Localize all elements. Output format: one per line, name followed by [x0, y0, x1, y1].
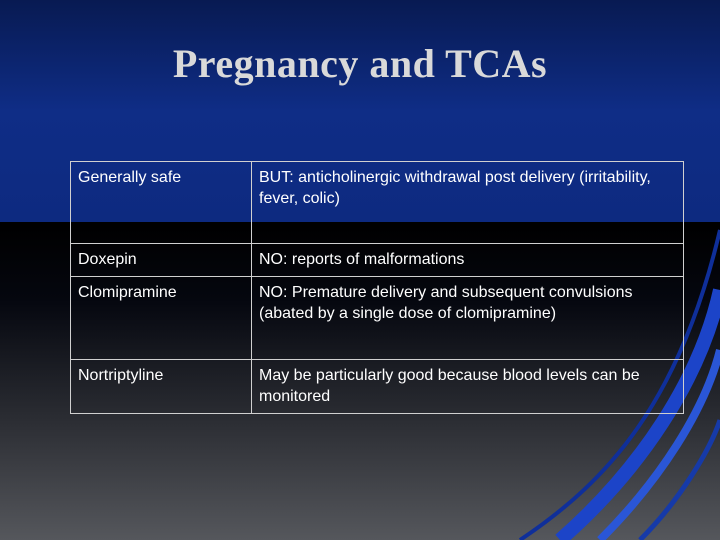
- note-cell: NO: reports of malformations: [252, 244, 684, 277]
- note-cell: NO: Premature delivery and subsequent convulsions (abated by a single dose of clomipramine): [252, 277, 684, 360]
- tca-table: [70, 161, 684, 414]
- drug-cell: Doxepin: [71, 244, 252, 277]
- drug-cell: Generally safe: [71, 162, 252, 244]
- note-cell: May be particularly good because blood levels can be monitored: [252, 360, 684, 414]
- table-row: [71, 162, 684, 244]
- table-row: [71, 244, 684, 277]
- table-row: [71, 277, 684, 360]
- slide-title: Pregnancy and TCAs: [172, 41, 548, 86]
- drug-cell: Clomipramine: [71, 277, 252, 360]
- table-row: [71, 360, 684, 414]
- drug-cell: Nortriptyline: [71, 360, 252, 414]
- note-cell: BUT: anticholinergic withdrawal post delivery (irritability, fever, colic): [252, 162, 684, 244]
